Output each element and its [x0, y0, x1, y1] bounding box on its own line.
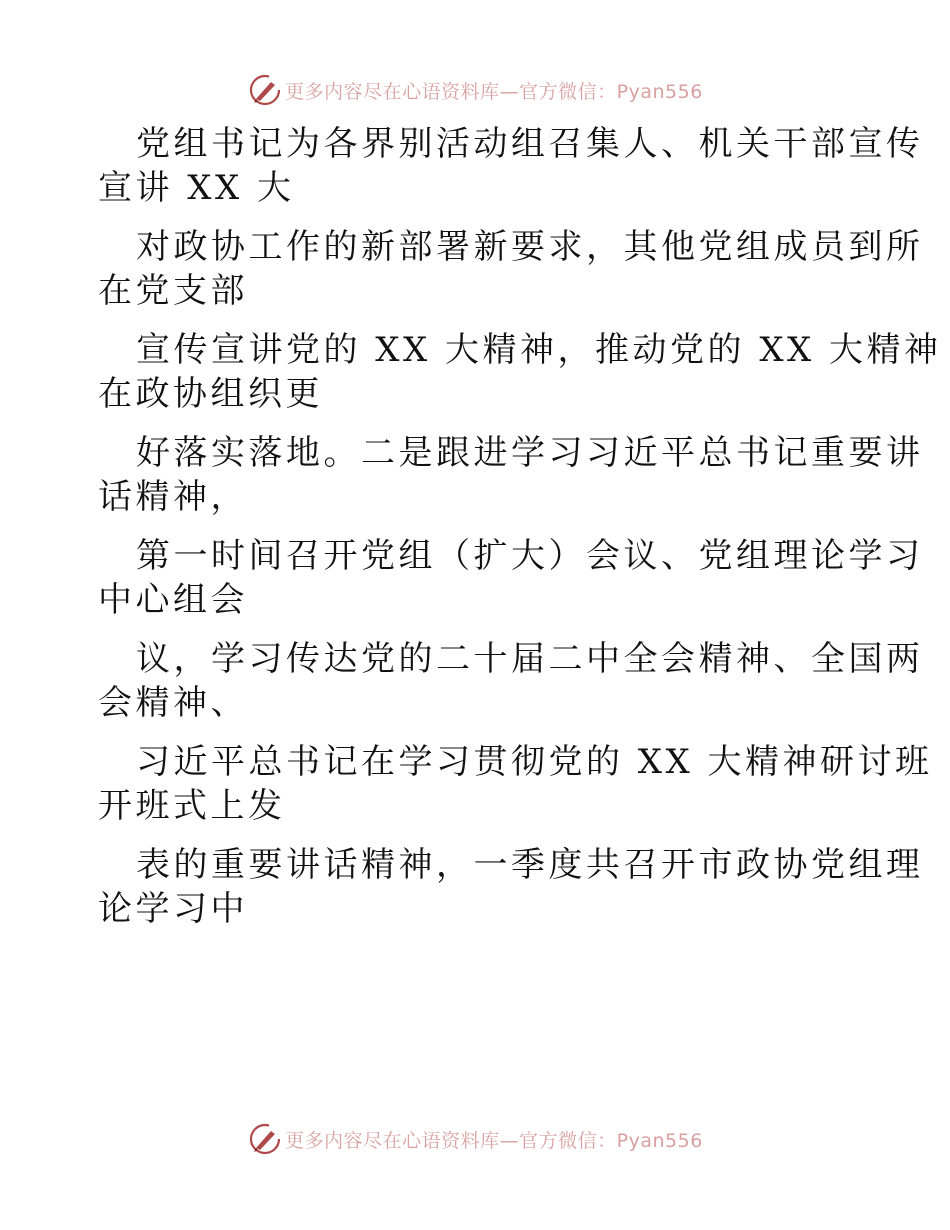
paragraph [98, 637, 924, 725]
paragraph-line: 在政协组织更 [98, 374, 323, 414]
paragraph-line: 会精神、 [98, 683, 248, 723]
header-banner [0, 70, 950, 110]
paragraph-line: 习近平总书记在学习贯彻党的 XX 大精神研讨班 [136, 742, 933, 782]
paragraph-line: 开班式上发 [98, 786, 286, 826]
paragraph-line: 论学习中 [98, 889, 248, 929]
paragraph-line: 党组书记为各界别活动组召集人、机关干部宣传 [136, 124, 924, 164]
paragraph [98, 225, 924, 313]
pen-logo-icon [247, 1121, 283, 1157]
paragraph-line: 宣传宣讲党的 XX 大精神，推动党的 XX 大精神 [136, 330, 942, 370]
paragraph-line: 在党支部 [98, 271, 248, 311]
paragraph-line: 第一时间召开党组（扩大）会议、党组理论学习 [136, 536, 924, 576]
paragraph-line: 表的重要讲话精神，一季度共召开市政协党组理 [136, 845, 924, 885]
pen-logo-icon [247, 72, 283, 108]
paragraph [98, 843, 924, 931]
paragraph [98, 328, 942, 416]
header-banner-text: 更多内容尽在心语资料库—官方微信：Pyan556 [285, 80, 703, 103]
paragraph-line: 话精神， [98, 477, 248, 517]
paragraph [98, 740, 933, 828]
paragraph-line: 好落实落地。二是跟进学习习近平总书记重要讲 [136, 433, 924, 473]
footer-banner-text: 更多内容尽在心语资料库—官方微信：Pyan556 [285, 1129, 703, 1152]
paragraph-line: 议，学习传达党的二十届二中全会精神、全国两 [136, 639, 924, 679]
paragraph-line: 中心组会 [98, 580, 248, 620]
paragraph-line: 对政协工作的新部署新要求，其他党组成员到所 [136, 227, 924, 267]
paragraph [98, 431, 924, 519]
paragraph [98, 122, 924, 210]
document-body [98, 122, 942, 946]
paragraph [98, 534, 924, 622]
paragraph-line: 宣讲 XX 大 [98, 168, 295, 208]
footer-banner [0, 1119, 950, 1159]
